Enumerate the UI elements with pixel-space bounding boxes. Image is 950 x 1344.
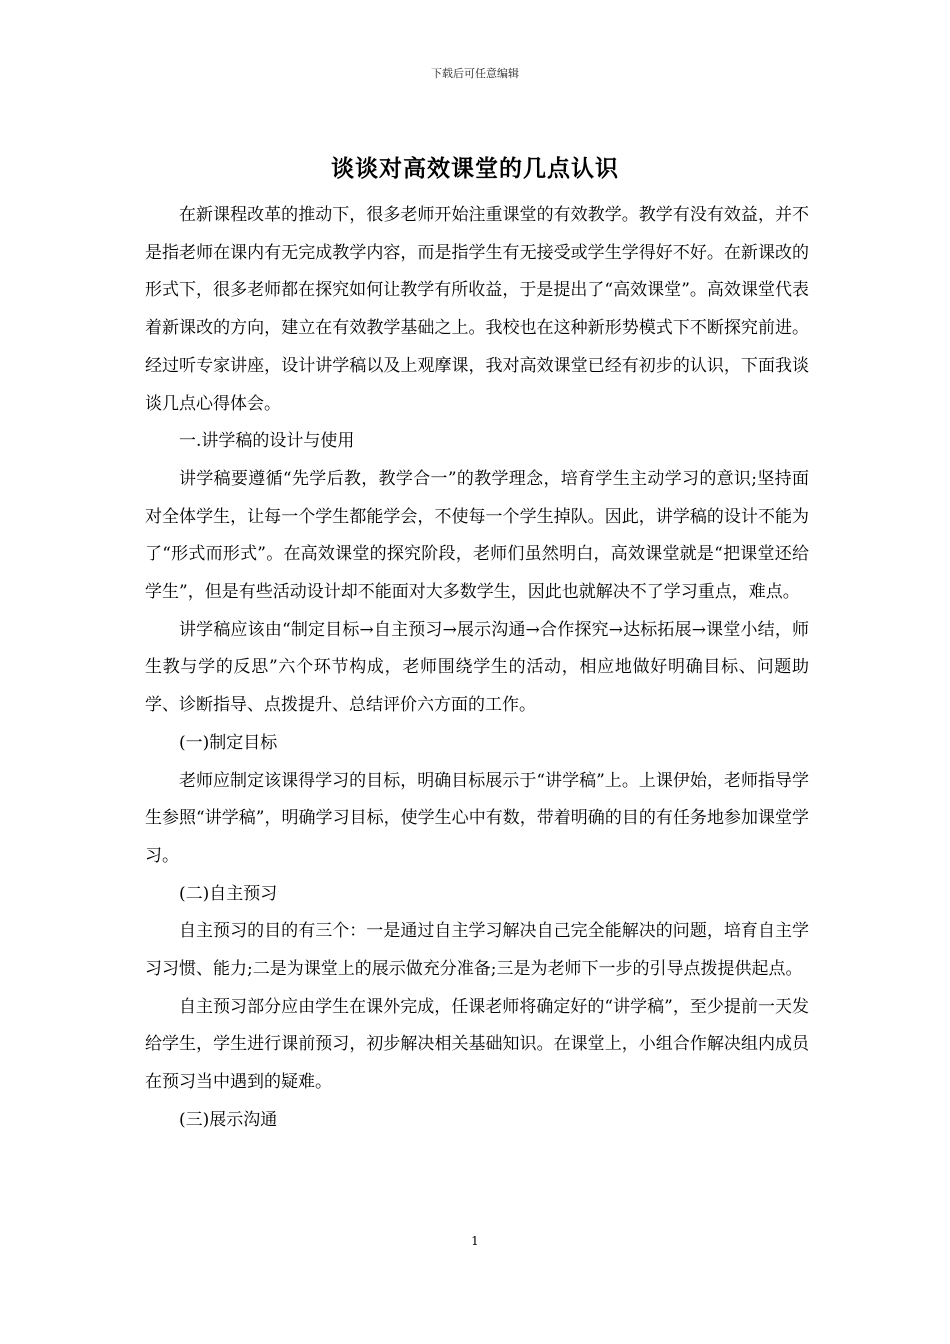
paragraph: 自主预习的目的有三个：一是通过自主学习解决自己完全能解决的问题，培育自主学习习惯、能力;二是为课堂上的展示做充分准备;三是为老师下一步的引导点拨提供起点。 (145, 921, 809, 980)
paragraph-intro: 在新课程改革的推动下，很多老师开始注重课堂的有效教学。教学有没有效益，并不是指老师在课内有无完成教学内容，而是指学生有无接受或学生学得好不好。在新课改的形式下，很多老师都在探究如何让教学有所收益，于是提出了“高效课堂”。高效课堂代表着新课改的方向，建立在有效教学基础之上。我校也在这种新形势模式下不断探究前进。经过听专家讲座，设计讲学稿以及上观摩课，我对高效课堂已经有初步的认识，下面我谈谈几点心得体会。 (145, 205, 809, 414)
subsection-heading: (二)自主预习 (179, 883, 278, 904)
subsection-heading: (三)展示沟通 (179, 1109, 278, 1130)
subsection-heading: (一)制定目标 (179, 732, 278, 753)
page-number: 1 (471, 1234, 479, 1248)
paragraph: 讲学稿要遵循“先学后教，教学合一”的教学理念，培育学生主动学习的意识;坚持面对全体学生，让每一个学生都能学会，不使每一个学生掉队。因此，讲学稿的设计不能为了“形式而形式”。在高效课堂的探究阶段，老师们虽然明白，高效课堂就是“把课堂还给学生”，但是有些活动设计却不能面对大多数学生，因此也就解决不了学习重点，难点。 (145, 468, 809, 603)
document-body (145, 197, 809, 1140)
section-heading-1: 一.讲学稿的设计与使用 (179, 431, 355, 452)
document-title: 谈谈对高效课堂的几点认识 (331, 155, 619, 182)
paragraph: 老师应制定该课得学习的目标，明确目标展示于“讲学稿”上。上课伊始，老师指导学生参照“讲学稿”，明确学习目标，使学生心中有数，带着明确的目的有任务地参加课堂学习。 (145, 770, 809, 866)
paragraph: 自主预习部分应由学生在课外完成，任课老师将确定好的“讲学稿”，至少提前一天发给学生，学生进行课前预习，初步解决相关基础知识。在课堂上，小组合作解决组内成员在预习当中遇到的疑难。 (145, 996, 809, 1093)
paragraph: 讲学稿应该由“制定目标→自主预习→展示沟通→合作探究→达标拓展→课堂小结，师生教与学的反思”六个环节构成，老师围绕学生的活动，相应地做好明确目标、问题助学、诊断指导、点拨提升、总结评价六方面的工作。 (145, 619, 809, 716)
page-header-note: 下载后可任意编辑 (431, 67, 519, 80)
